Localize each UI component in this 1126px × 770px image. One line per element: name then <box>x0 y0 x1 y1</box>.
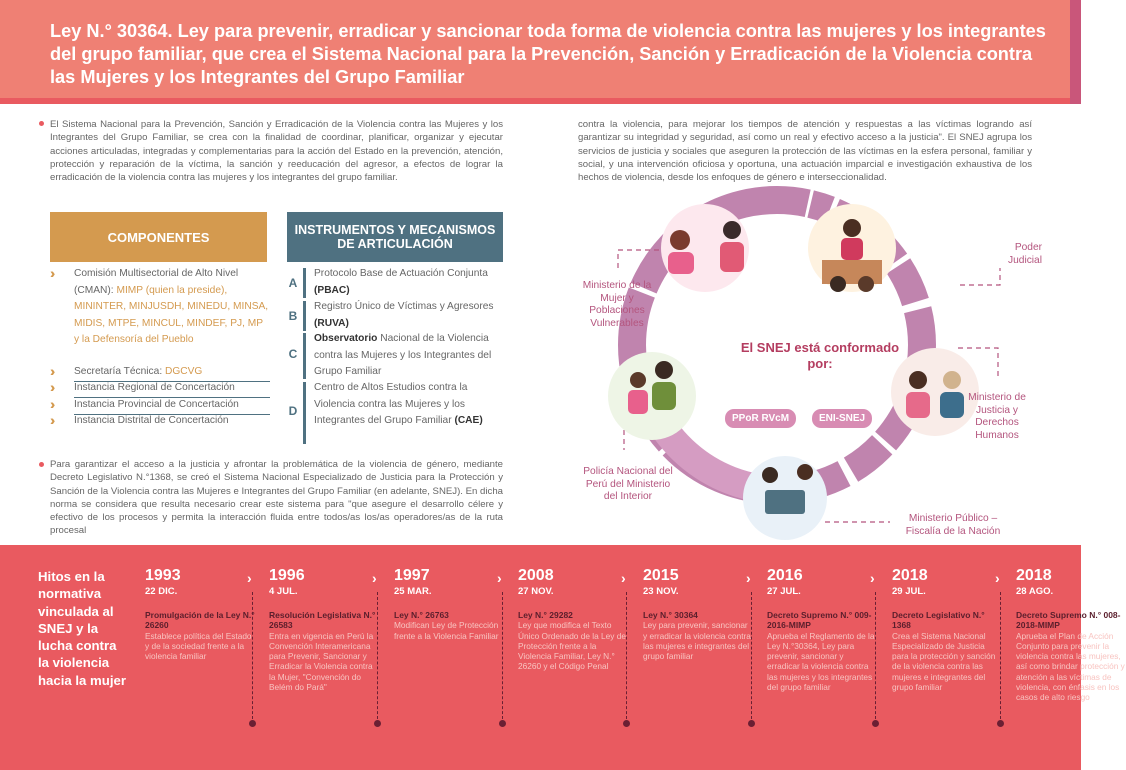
timeline-law: Decreto Supremo N.° 008-2018-MIMP <box>1016 610 1121 631</box>
componente-label: Instancia Distrital de Concertación <box>74 415 229 426</box>
pill-eni-snej: ENI-SNEJ <box>812 409 872 428</box>
dashed-line <box>875 592 876 724</box>
timeline-desc: Aprueba el Plan de Acción Conjunto para prevenir la violencia contra las mujeres, así como brindar protección y atención a las víctimas de violencia, con énfasis en los casos de alto riesgo <box>1016 630 1125 703</box>
componentes-header: COMPONENTES <box>50 212 267 262</box>
instrumento-bold: (PBAC) <box>314 284 350 296</box>
timeline-year: 2015 <box>643 567 679 584</box>
timeline-event <box>518 566 628 672</box>
timeline-date: 27 NOV. <box>518 586 554 597</box>
page-title: Ley N.° 30364. Ley para prevenir, erradicar y sancionar toda forma de violencia contra las mujeres y los integrantes del grupo familiar, que crea el Sistema Nacional para la Prevención, Sanción y Erradicación de la Violencia contra las Mujeres y los Integrantes del Grupo Familiar <box>50 21 1046 87</box>
mimp-illustration <box>661 204 749 292</box>
timeline-event <box>145 566 255 661</box>
timeline-dot <box>249 720 256 727</box>
timeline-year: 2018 <box>1016 567 1052 584</box>
label-mp: Ministerio Público – Fiscalía de la Nación <box>905 513 1001 537</box>
snej-center-title: El SNEJ está conformado por: <box>740 340 900 371</box>
instrumento-letter: A <box>288 276 298 290</box>
timeline-dot <box>997 720 1004 727</box>
chevron-right-icon: › <box>247 570 252 586</box>
instrumento-text: Nacional de la Violencia contra las Mujeres y los Integrantes del Grupo Familiar <box>314 333 492 377</box>
pnp-illustration <box>608 352 696 440</box>
pill-ppor: PPoR RVcM <box>725 409 796 428</box>
timeline-date: 4 JUL. <box>269 586 298 597</box>
timeline-date: 28 AGO. <box>1016 586 1054 597</box>
timeline-dot <box>748 720 755 727</box>
timeline-date: 29 JUL. <box>892 586 926 597</box>
componente-highlight: MIMP (quien la preside), MININTER, MINJUSDH, MINEDU, MINSA, MIDIS, MTPE, MINCUL, MINDEF, PJ, MP y la Defensoría del Pueblo <box>74 284 269 345</box>
timeline-dot <box>872 720 879 727</box>
instrumento-letter: C <box>288 347 298 361</box>
instrumento-bar <box>303 333 306 379</box>
timeline-year: 1993 <box>145 567 181 584</box>
dashed-line <box>626 592 627 724</box>
timeline-desc: Entra en vigencia en Perú la Convención Interamericana para Prevenir, Sancionar y Erradicar la Violencia contra la Mujer, "Convención do Belém do Pará" <box>269 630 374 693</box>
label-minjus: Ministerio de Justicia y Derechos Humanos <box>968 392 1026 441</box>
timeline-law: Ley N.° 26763 <box>394 610 449 620</box>
chevron-right-icon: › <box>372 570 377 586</box>
timeline-desc: Ley para prevenir, sancionar y erradicar la violencia contra las mujeres e integrantes del grupo familiar <box>643 620 751 662</box>
instrumento-letter: B <box>288 309 298 323</box>
componente-highlight: DGCVG <box>164 366 203 377</box>
chevron-right-icon: › <box>995 570 1000 586</box>
instrumento-item <box>287 380 503 450</box>
mp-illustration <box>743 456 827 540</box>
timeline-law: Resolución Legislativa N.° 26583 <box>269 610 376 631</box>
timeline-year: 1997 <box>394 567 430 584</box>
instrumento-bar <box>303 382 306 444</box>
chevron-right-icon: › <box>746 570 751 586</box>
chevron-right-icon: › <box>870 570 875 586</box>
timeline-date: 22 DIC. <box>145 586 178 597</box>
snej-paragraph: Para garantizar el acceso a la justicia y afrontar la problemática de la violencia de género, mediante Decreto Legislativo N.°1368, se creó el Sistema Nacional Especializado de Justicia para la Protección y Sanción de la Violencia contra las Mujeres e Integrantes del Grupo Familiar (en adelante, SNEJ). En dicha norma se considera que resulta necesario crear este sistema para "que asegure el desarrollo célere y efectivo de los procesos y permita la interacción fluida entre todos/as los/as operadores/as de la ruta procesal <box>50 459 503 537</box>
timeline-year: 2008 <box>518 567 554 584</box>
instrumento-bold: (CAE) <box>454 415 483 426</box>
timeline-year: 1996 <box>269 567 305 584</box>
timeline-law: Decreto Legislativo N.° 1368 <box>892 610 985 631</box>
timeline-date: 23 NOV. <box>643 586 679 597</box>
instrumento-bold: Observatorio <box>314 333 378 344</box>
instrumento-text: Registro Único de Víctimas y Agresores <box>314 301 494 312</box>
dashed-line <box>252 592 253 724</box>
dashed-line <box>502 592 503 724</box>
label-pnp: Policía Nacional del Perú del Ministerio del Interior <box>583 466 673 502</box>
chevron-double-icon: ›› <box>50 265 52 281</box>
label-pj: Poder Judicial <box>1008 242 1042 266</box>
timeline-title: Hitos en la normativa vinculada al SNEJ y la lucha contra la violencia hacia la mujer <box>38 569 126 688</box>
timeline-dot <box>499 720 506 727</box>
dashed-line <box>377 592 378 724</box>
dashed-line <box>751 592 752 724</box>
instrumento-text: Centro de Altos Estudios contra la Violencia contra las Mujeres y los Integrantes del Grupo Familiar <box>314 382 468 426</box>
instrumento-text: Protocolo Base de Actuación Conjunta <box>314 268 488 279</box>
timeline-desc: Modifican Ley de Protección frente a la Violencia Familiar <box>394 620 499 641</box>
timeline-event <box>394 566 504 641</box>
componente-label: Instancia Provincial de Concertación <box>74 397 270 415</box>
timeline-event <box>1016 566 1126 703</box>
timeline-law: Decreto Supremo N.° 009-2016-MIMP <box>767 610 872 631</box>
timeline-dot <box>374 720 381 727</box>
header-banner <box>0 0 1081 104</box>
componente-label: Secretaría Técnica: <box>74 366 165 377</box>
instrumento-bar <box>303 268 306 298</box>
timeline-law: Ley N.° 30364 <box>643 610 698 620</box>
timeline-desc: Establece política del Estado y de la sociedad frente a la violencia familiar <box>145 630 252 662</box>
timeline-dot <box>623 720 630 727</box>
chevron-right-icon: › <box>497 570 502 586</box>
timeline-desc: Aprueba el Reglamento de la Ley N.°30364, Ley para prevenir, sancionar y erradicar la violencia contra las mujeres y los integrantes del grupo familiar <box>767 630 875 693</box>
bullet-dot <box>39 462 44 467</box>
bullet-dot <box>39 121 44 126</box>
timeline-date: 27 JUL. <box>767 586 801 597</box>
timeline-desc: Crea el Sistema Nacional Especializado de Justicia para la protección y sanción de la violencia contra las mujeres e integrantes del grupo familiar <box>892 630 996 693</box>
timeline-event <box>643 566 753 661</box>
chevron-double-icon: ›› <box>50 363 52 379</box>
timeline-year: 2018 <box>892 567 928 584</box>
header-underline <box>0 98 1070 104</box>
chevron-double-icon: ›› <box>50 379 52 395</box>
componente-label: Instancia Regional de Concertación <box>74 380 270 398</box>
timeline-event <box>892 566 1002 692</box>
timeline-year: 2016 <box>767 567 803 584</box>
timeline-desc: Ley que modifica el Texto Único Ordenado de la Ley de Protección frente a la Violencia Familiar, Ley N.° 26260 y el Código Penal <box>518 620 626 672</box>
chevron-right-icon: › <box>621 570 626 586</box>
instrumento-letter: D <box>288 404 298 418</box>
componente-label: Comisión Multisectorial de Alto Nivel (CMAN): <box>74 268 239 296</box>
timeline-event <box>767 566 877 692</box>
chevron-double-icon: ›› <box>50 396 52 412</box>
timeline-law: Promulgación de la Ley N.° 26260 <box>145 610 255 631</box>
instrumento-bar <box>303 301 306 331</box>
instrumentos-header: INSTRUMENTOS Y MECANISMOS DE ARTICULACIÓN <box>287 212 503 262</box>
snej-paragraph-continued: contra la violencia, para mejorar los tiempos de atención y respuestas a las víctimas logrando así garantizar su integridad y seguridad, así como un real y efectivo acceso a la justicia". El SNEJ agrupa los servicios de justicia y sociales que aseguren la protección de las víctimas en la esfera personal, familiar y social, y una intervención oficiosa y oportuna, una actuación imparcial e investigación exhaustiva de los hechos de violencia, desde los enfoques de género e interseccionalidad. <box>578 119 1032 184</box>
instrumento-bold: (RUVA) <box>314 317 349 329</box>
dashed-line <box>1000 592 1001 724</box>
pj-illustration <box>808 204 896 292</box>
intro-paragraph: El Sistema Nacional para la Prevención, Sanción y Erradicación de la Violencia contra las Mujeres y los Integrantes del Grupo Familiar, se crea con la finalidad de coordinar, planificar, organizar y ejecutar acciones articuladas, integradas y complementarias para la acción del Estado en la prevención, atención, protección y reparación de la víctima, la sanción y reeducación del agresor, a efectos de lograr la erradicación de la violencia contra las mujeres y los integrantes del grupo familiar. <box>50 119 503 184</box>
timeline-law: Ley N.° 29282 <box>518 610 573 620</box>
label-mimp: Ministerio de la Mujer y Poblaciones Vulnerables <box>582 280 652 329</box>
chevron-double-icon: ›› <box>50 412 52 428</box>
header-side-accent <box>1070 0 1081 104</box>
timeline-event <box>269 566 379 692</box>
timeline-date: 25 MAR. <box>394 586 432 597</box>
